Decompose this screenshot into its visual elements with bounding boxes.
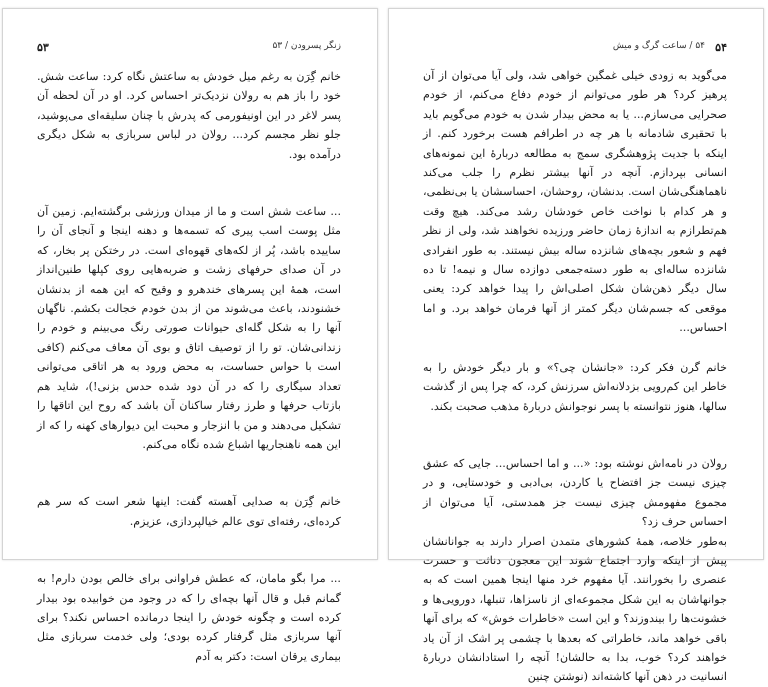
paragraph: ... مرا بگو مامان، که عطش فراوانی برای خالص بودن دارم! به گمانم قبل و قال آنها بچه‌ای را که در وجود من خوابیده بود بیدار کرده است و چگونه خودش را اینجا درمانده احساس نکند؟ برای آنها سربازی مثل گرفتار کرده بودی؛ ولی خدمت سربازی مثل بیماری یرقان است: دکتر به آدم: [37, 572, 341, 663]
right-running-title: ۵۴ / ساعت گرگ و میش: [612, 41, 705, 51]
left-page-number: ۵۳: [37, 41, 49, 54]
paragraph: ... ساعت شش است و ما از میدان ورزشی برگشته‌ایم. زمین آن مثل پوست اسب پیری که تسمه‌ها و دهنه اینجا و آنجای آن را ساییده باشد، پُر از لکه‌های قهوه‌ای است. در رختکن پر بخار، که در آن صدای حرفهای زشت و ضربه‌هایی روی کپلها طنین‌انداز است، همهٔ این پسرهای خندهرو و وقیح که این همه از بدنشان خشنودند، باعث می‌شوند من از بدن خودم خجالت بکشم. ناگهان آنها را به شکل گله‌ای حیوانات صورتی رنگ می‌بینم و خودم را زندانی‌شان. تو را از توصیف اتاق و بوی آن معاف می‌کنم (کافی است با حواس حساست، به محض ورود به هر اتاقی می‌توانی تعداد سیگاری را که در آن دود شده حدس بزنی!)، شاید هم بازتاب حرفها و طرز رفتار ساکنان آن باشد که روح این اتاقها را تشکیل می‌دهند و من با انزجار و محبت این دیوارهای کهنه را که از این همه ناهنجاریها اشباع شده نگاه می‌کنم.: [37, 205, 341, 451]
left-page: [2, 8, 378, 663]
right-page-header: [423, 41, 727, 55]
paragraph: به‌طور خلاصه، همهٔ کشورهای متمدن اصرار دارند به جوانانشان پیش از اینکه وارد اجتماع شوند این معجون دناثت و حسرت عنصری را بخورانند. آیا مفهوم خرد منها اینجا همین است که به جوانهاشان به این شکل مجموعه‌ای از ناسزاها، تنبلها، دورویی‌ها و خشونت‌ها را بیندوزند؟ و این است «خاطرات خوش» که برای آنها باقی خواهد ماند، خاطراتی که بعدها با چشمی پر اشک از آن یاد خواهند کرد؟ خوب، بدا به حالشان! آنچه را استادانشان دربارهٔ انسانیت در ذهن آنها کاشته‌اند (نوشتن چنین: [423, 534, 727, 684]
paragraph: خانم گِرَن به صدایی آهسته گفت: اینها شعر است که سر هم کرده‌ای، رفته‌ای توی عالم خیالپردازی، عزیزم.: [37, 495, 341, 528]
left-running-title: زنگر پسرودن / ۵۳: [272, 41, 341, 51]
paragraph: خانم گرن فکر کرد: «جانشان چی؟» و بار دیگر خودش را به خاطر این کم‌رویی بزدلانه‌اش سرزنش کرد، که چرا پس از گذشت سالها، هنوز نتوانسته با پسر نوجوانش دربارهٔ مذهب صحبت بکند.: [423, 360, 727, 413]
paragraph: می‌گوید به زودی خیلی غمگین خواهی شد، ولی آیا می‌توان از آن پرهیز کرد؟ هر طور می‌توانم از خودم دفاع می‌کنم، از خودم صحرایی می‌سازم... یا به محض بیدار شدن به خودم می‌گویم باید با تحقیری شادمانه با هر چه در اطرافم هست برخورد کنم. از اینکه با جدیت پژوهشگری سمج به مطالعه دربارهٔ این نمونه‌های انسانی بپردازم. آنچه در آنها بیشتر نظرم را جلب می‌کند ناهماهنگی‌شان است. بدنشان، روحشان، احساسشان یا بی‌نظمی، و هر کدام با نواخت خاص خودشان رشد می‌کند. هیچ وقت هم‌تطرازم به اندازهٔ زمان حاضر ورزیده نخواهند شد، ولی از نظر فهم و شعور بچه‌های شانزده ساله بیش نیستند. به طور انفرادی شانزده ساله‌ای به طور دسته‌جمعی دوازده سال و نیمه! تا ده سال دیگر ذهن‌شان شکل اصلی‌اش را پیدا خواهد کرد: یعنی موقعی که جسم‌شان دیگر کمتر از آنها فرمان خواهد برد. و اما احساس...: [423, 69, 727, 335]
left-page-body: [37, 67, 341, 666]
paragraph: رولان در نامه‌اش نوشته بود: «... و اما احساس... جایی که عشق چیزی نیست جز افتضاح یا کاردن، بی‌ادبی و خودستایی، و در مجموع مفهومش چیزی نیست جز همدستی، آیا می‌توان از احساس حرف زد؟: [423, 456, 727, 529]
right-page-number: ۵۴: [715, 41, 727, 54]
right-page-body: [423, 66, 727, 687]
left-page-header: [37, 41, 341, 55]
right-page: [388, 8, 764, 684]
paragraph: خانم گِرَن به رغم میل خودش به ساعتش نگاه کرد: ساعت شش. خود را باز هم به رولان نزدیک‌تر احساس کرد. او در آن لحظه آن پسر لاغر در این اونیفورمی که پدرش با چنان سلیقه‌ای می‌پوشید، جلو نظر مجسم کرد... رولان در لباس سربازی به شکل دیگری درآمده بود.: [37, 70, 341, 161]
